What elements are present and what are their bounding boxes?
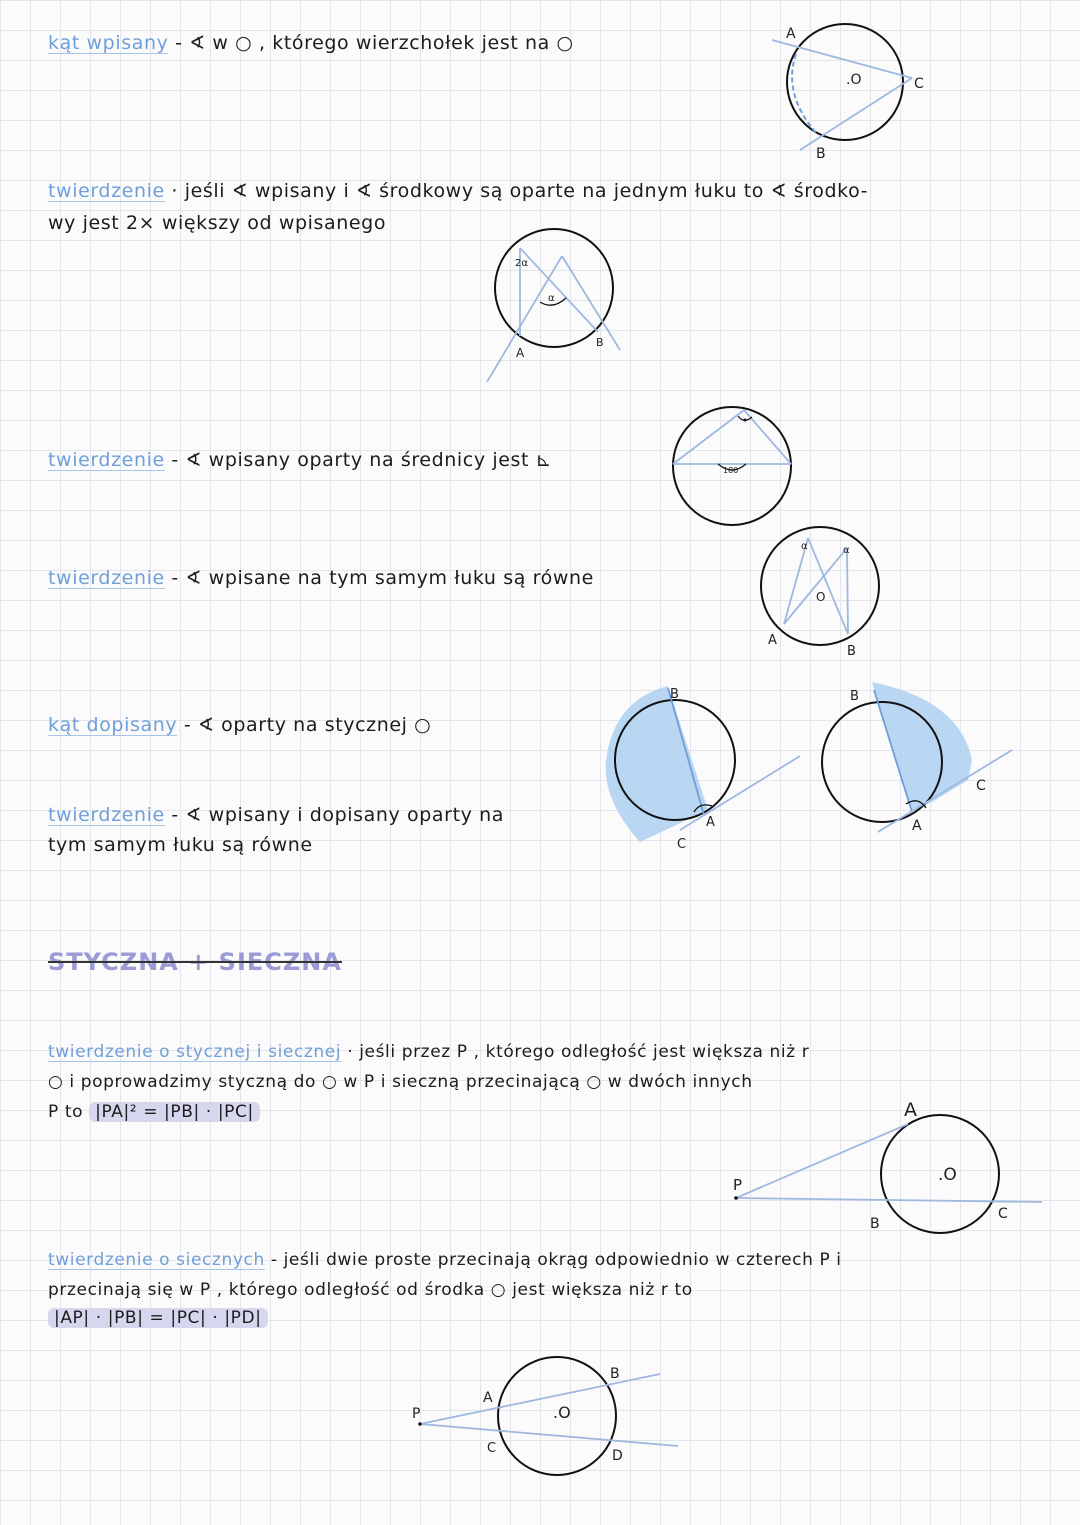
fig8-label-b: B [610, 1366, 620, 1382]
fig4-label-b: B [847, 644, 856, 659]
fig1-label-c: C [914, 76, 924, 92]
kat-wpisany-text: - ∢ w ○ , którego wierzchołek jest na ○ [175, 32, 574, 54]
fig4-label-o: O [816, 590, 826, 604]
fig2-label-a: A [516, 346, 525, 360]
fig7-label-c: C [998, 1206, 1008, 1222]
term-twierdzenie-3: twierdzenie [48, 567, 165, 589]
fig7-label-p: P [733, 1176, 743, 1194]
fig4-angle-2: α [843, 545, 850, 556]
figure-diameter-angle [673, 407, 791, 525]
fig3-angle-180: 180 [723, 466, 739, 475]
twierdzenie-1-text1: · jeśli ∢ wpisany i ∢ środkowy są oparte na jednym łuku to ∢ środko- [171, 180, 869, 202]
fig1-label-b: B [816, 146, 826, 162]
formula-styczna-sieczna: |PA|² = |PB| · |PC| [89, 1102, 260, 1122]
section-heading-styczna-sieczna: STYCZNA + SIECZNA [48, 948, 342, 976]
fig7-label-o: .O [938, 1165, 957, 1185]
term-kat-wpisany: kąt wpisany [48, 32, 169, 54]
fig1-label-o: .O [846, 72, 862, 88]
fig8-label-o: .O [553, 1403, 571, 1422]
twierdzenie-5-line2: ○ i poprowadzimy styczną do ○ w P i sieczną przecinającą ○ w dwóch innych [48, 1072, 753, 1092]
fig1-label-a: A [786, 26, 796, 42]
twierdzenie-4-line2: tym samym łuku są równe [48, 834, 313, 856]
fig8-label-p: P [412, 1406, 421, 1422]
term-twierdzenie-4: twierdzenie [48, 804, 165, 826]
twierdzenie-6-line2: przecinają się w P , którego odległość od środka ○ jest większa niż r to [48, 1280, 693, 1300]
figure-equal-inscribed [761, 527, 879, 659]
twierdzenie-3-text: - ∢ wpisane na tym samym łuku są równe [171, 567, 594, 589]
figure-central-inscribed [487, 229, 620, 382]
fig2-angle-2a: 2α [515, 258, 528, 269]
twierdzenie-4-text1: - ∢ wpisany i dopisany oparty na [171, 804, 504, 826]
fig8-label-d: D [612, 1448, 623, 1464]
fig5-label-a: A [706, 815, 715, 830]
fig6-label-b: B [850, 689, 859, 704]
term-twierdzenie-1: twierdzenie [48, 180, 165, 202]
fig2-label-b: B [596, 336, 604, 349]
twierdzenie-5-prefix: P to [48, 1102, 84, 1122]
kat-dopisany-text: - ∢ oparty na stycznej ○ [183, 714, 432, 736]
fig7-label-a: A [904, 1099, 917, 1121]
twierdzenie-5-text1: · jeśli przez P , którego odległość jest większa niż r [347, 1042, 810, 1062]
twierdzenie-2-text: - ∢ wpisany oparty na średnicy jest ⊾ [171, 449, 553, 471]
term-twierdzenie-5: twierdzenie o stycznej i siecznej [48, 1042, 342, 1062]
fig5-label-b: B [670, 687, 679, 702]
figure-tangent-secant [733, 1099, 1042, 1233]
fig8-label-c: C [487, 1441, 497, 1456]
fig5-label-c: C [677, 837, 687, 852]
fig4-angle-1: α [801, 541, 808, 552]
fig4-label-a: A [768, 633, 777, 648]
twierdzenie-1-line2: wy jest 2× większy od wpisanego [48, 212, 387, 234]
term-kat-dopisany: kąt dopisany [48, 714, 178, 736]
term-twierdzenie-2: twierdzenie [48, 449, 165, 471]
fig8-label-a: A [483, 1390, 493, 1406]
twierdzenie-6-text1: - jeśli dwie proste przecinają okrąg odpowiednio w czterech P i [270, 1250, 842, 1270]
fig2-angle-a: α [548, 293, 555, 304]
figure-tangent-chord-left [606, 686, 800, 852]
formula-siecznych: |AP| · |PB| = |PC| · |PD| [48, 1308, 268, 1328]
figure-tangent-chord-right [822, 682, 1012, 834]
fig6-label-c: C [976, 778, 986, 794]
fig6-label-a: A [912, 818, 922, 834]
figure-inscribed-angle [772, 24, 924, 162]
term-twierdzenie-6: twierdzenie o siecznych [48, 1250, 265, 1270]
figure-two-secants [412, 1357, 678, 1475]
fig7-label-b: B [870, 1216, 880, 1232]
